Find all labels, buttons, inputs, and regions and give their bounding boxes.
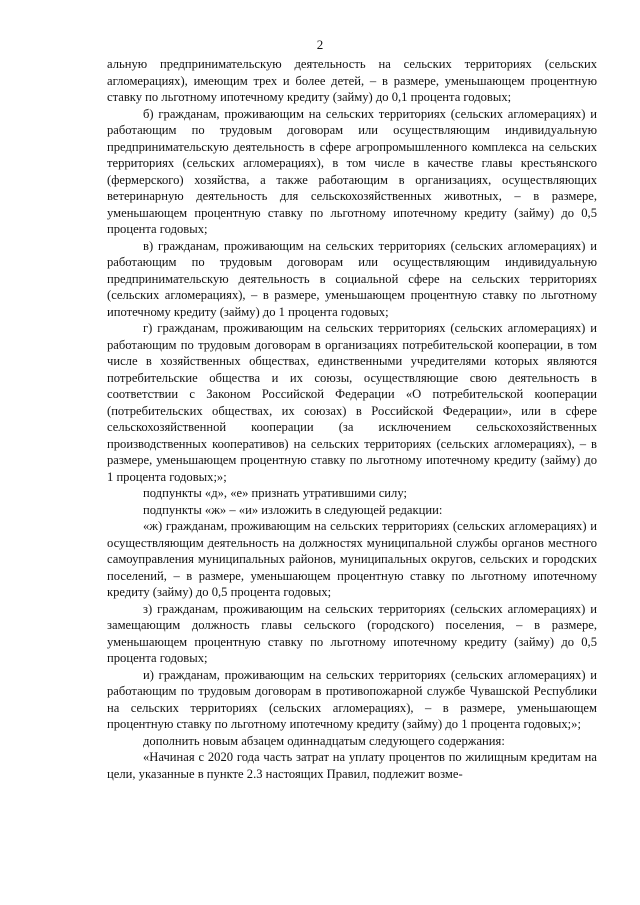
paragraph-item-b: б) гражданам, проживающим на сельских территориях (сельских агломерациях) и работающим по трудовым договорам или осуществляющим индивидуальную предпринимательскую деятельность в сфере агропромышленного комплекса на сельских территориях (сельских агломерациях), в том числе в качестве главы крестьянского (фермерского) хозяйства, а также работающим в организациях, осуществляющих ветеринарную деятельность для сельскохозяйственных животных, – в размере, уменьшающем процентную ставку по льготному ипотечному кредиту (займу) до 0,5 процента годовых;	[107, 106, 597, 236]
paragraph-item-i: и) гражданам, проживающим на сельских территориях (сельских агломерациях) и работающим по трудовым договорам в противопожарной службе Чувашской Республики на сельских территориях (сельских агломерациях), – в размере, уменьшающем процентную ставку по льготному ипотечному кредиту (займу) до 1 процента годовых;»;	[107, 667, 597, 731]
document-body	[107, 56, 597, 782]
paragraph-starting-2020: «Начиная с 2020 года часть затрат на уплату процентов по жилищным кредитам на цели, указанные в пункте 2.3 настоящих Правил, подлежит возме-	[107, 750, 597, 781]
page-number: 2	[316, 37, 324, 52]
paragraph-item-g: г) гражданам, проживающим на сельских территориях (сельских агломерациях) и работающим по трудовым договорам в организациях потребительской кооперации, в том числе в хозяйственных обществах, единственными учредителями которых являются потребительские общества и их союзы, осуществляющие свою деятельность в соответствии с Законом Российской Федерации «О потребительской кооперации (потребительских обществах, их союзах) в Российской Федерации», или в сфере сельскохозяйственной кооперации (за исключением сельскохозяйственных производственных кооперативов) на сельских территориях (сельских агломерациях), – в размере, уменьшающем процентную ставку по льготному ипотечному кредиту (займу) до 1 процента годовых;»;	[107, 321, 597, 484]
paragraph-add-abzac: дополнить новым абзацем одиннадцатым следующего содержания:	[143, 733, 505, 748]
paragraph-item-v: в) гражданам, проживающим на сельских территориях (сельских агломерациях) и работающим по трудовым договорам или осуществляющим индивидуальную предпринимательскую деятельность в социальной сфере на сельских территориях (сельских агломерациях), – в размере, уменьшающем процентную ставку по льготному ипотечному кредиту (займу) до 1 процента годовых;	[107, 238, 597, 319]
paragraph-restate-subitems: подпункты «ж» – «и» изложить в следующей редакции:	[143, 502, 443, 517]
paragraph-invalidate-subitems: подпункты «д», «е» признать утратившими силу;	[143, 486, 407, 500]
paragraph-item-z: з) гражданам, проживающим на сельских территориях (сельских агломерациях) и замещающим должность главы сельского (городского) поселения, – в размере, уменьшающем процентную ставку по льготному ипотечному кредиту (займу) до 0,5 процента годовых;	[107, 601, 597, 665]
paragraph-item-zh: «ж) гражданам, проживающим на сельских территориях (сельских агломерациях) и осуществляющим деятельность на должностях муниципальной службы органов местного самоуправления муниципальных районов, муниципальных округов, сельских и городских поселений, – в размере, уменьшающем процентную ставку по льготному ипотечному кредиту (займу) до 0,5 процента годовых;	[107, 519, 597, 599]
paragraph-continuation: альную предпринимательскую деятельность на сельских территориях (сельских агломерациях), имеющим трех и более детей, – в размере, уменьшающем процентную ставку по льготному ипотечному кредиту (займу) до 0,1 процента годовых;	[107, 57, 597, 104]
